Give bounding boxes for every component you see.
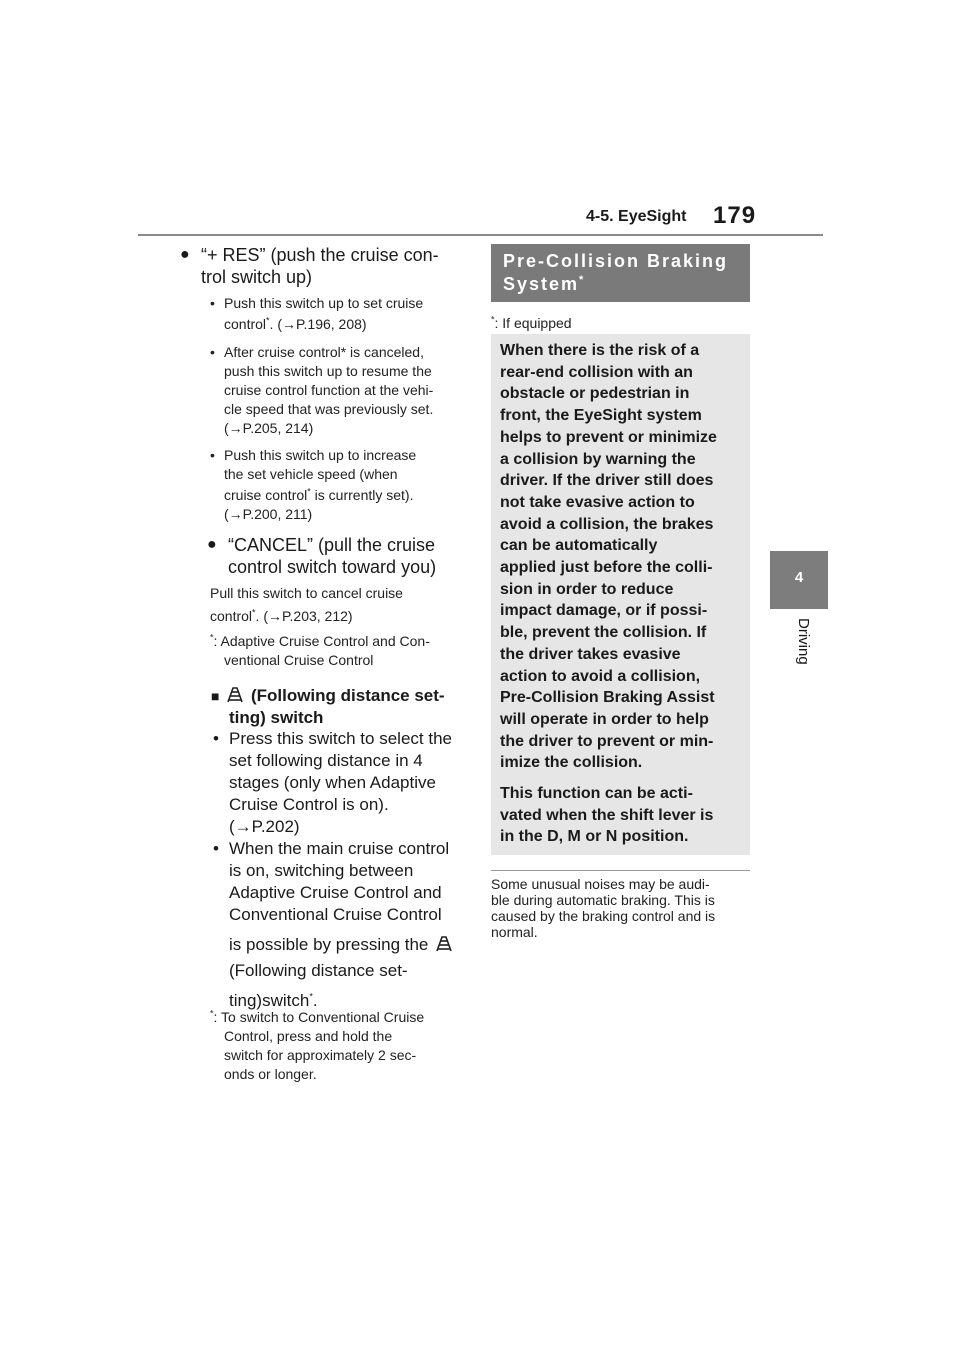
bullet-icon: • xyxy=(210,295,215,311)
page-number: 179 xyxy=(713,202,757,229)
following-distance-heading xyxy=(211,685,445,729)
pcb-heading-box xyxy=(491,244,750,302)
footnote-2 xyxy=(210,1008,424,1084)
page-reference[interactable]: P.200, 211) xyxy=(242,506,313,522)
text-line: System* xyxy=(503,274,586,294)
text-line: Push this switch up to increase xyxy=(224,447,417,463)
chapter-tab[interactable] xyxy=(770,551,828,609)
footnote-1 xyxy=(210,632,430,670)
text-line: Push this switch up to set cruise xyxy=(224,295,424,311)
bullet-icon: • xyxy=(213,839,219,858)
text-line: ventional Cruise Control xyxy=(224,652,374,668)
page-reference[interactable]: P.203, 212) xyxy=(282,608,353,624)
text-line: ting)switch*. xyxy=(229,991,318,1010)
cancel-heading xyxy=(207,534,437,578)
following-distance-icon xyxy=(224,686,246,704)
text-line: control*. (→P.196, 208) xyxy=(224,315,367,332)
text-line: is possible by pressing the xyxy=(229,934,455,956)
text-line: (→P.205, 214) xyxy=(224,420,314,436)
text-line: the set vehicle speed (when xyxy=(224,466,398,482)
arrow-icon: → xyxy=(228,506,243,522)
text-line: *: Adaptive Cruise Control and Con- xyxy=(210,632,430,649)
text-line: is on, switching between xyxy=(229,861,414,880)
text-line: (Following distance set- xyxy=(229,961,408,980)
arrow-icon: → xyxy=(228,420,243,436)
bullet-icon: • xyxy=(213,729,219,748)
arrow-icon: → xyxy=(282,316,296,332)
text-line: cle speed that was previously set. xyxy=(224,401,434,417)
text-line: set following distance in 4 xyxy=(229,751,423,770)
cancel-heading-line: “CANCEL” (pull the cruise xyxy=(228,535,436,555)
text-line: (→P.202) xyxy=(229,817,300,836)
chapter-label xyxy=(792,618,812,698)
circle-bullet-icon: ● xyxy=(180,246,190,263)
chapter-label-text: Driving xyxy=(795,618,812,665)
arrow-icon: → xyxy=(268,608,282,624)
text-line: Pre-Collision Braking xyxy=(503,251,729,271)
page-reference[interactable]: P.202) xyxy=(251,817,300,836)
res-heading xyxy=(180,244,439,288)
note-divider xyxy=(491,870,750,871)
text-line: Pull this switch to cancel cruise xyxy=(210,585,403,601)
header-divider xyxy=(138,234,823,236)
bullet-icon: • xyxy=(210,344,215,360)
section-title: 4-5. EyeSight xyxy=(586,208,687,225)
pcb-description: When there is the risk of a rear-end collision with an obstacle or pedestrian in front, the EyeSight system helps to prevent or minimize a collision by warning the driver. If the driver still does not take evasive action to avoid a collision, the brakes can be automatically applied just before the colli- sion in order to reduce impact damage, or if possi- ble, prevent the collision. If the driver takes evasive action to avoid a collision, Pre-Collision Braking Assist will operate in order to help the driver to prevent or min- imize the collision. xyxy=(500,342,717,772)
text-line: Cruise Control is on). xyxy=(229,795,389,814)
cancel-heading-line: control switch toward you) xyxy=(228,557,437,577)
pcb-description-box xyxy=(491,334,750,855)
page-reference[interactable]: P.196, 208) xyxy=(296,316,367,332)
text-line: Control, press and hold the xyxy=(224,1028,393,1044)
fd-bullet-1 xyxy=(213,728,452,838)
res-heading-line: trol switch up) xyxy=(201,267,313,287)
cancel-text xyxy=(210,584,403,626)
text-line: *: To switch to Conventional Cruise xyxy=(210,1008,425,1025)
square-bullet-icon: ■ xyxy=(211,688,220,704)
text-line: stages (only when Adaptive xyxy=(229,773,436,792)
text-line: Adaptive Cruise Control and xyxy=(229,883,442,902)
res-bullet-1 xyxy=(210,294,424,334)
text-line: Press this switch to select the xyxy=(229,729,452,748)
text-line: (→P.200, 211) xyxy=(224,506,313,522)
res-bullet-3 xyxy=(210,446,417,524)
fd-bullet-2 xyxy=(213,838,455,1012)
text-line: cruise control* is currently set). xyxy=(224,486,414,503)
text-line: After cruise control* is canceled, xyxy=(224,344,424,360)
braking-noise-note: Some unusual noises may be audi- ble during automatic braking. This is caused by the braking control and is normal. xyxy=(491,876,716,940)
page-reference[interactable]: P.205, 214) xyxy=(242,420,314,436)
bullet-icon: • xyxy=(210,447,215,463)
res-bullet-2 xyxy=(210,343,434,438)
pcb-activation-condition: This function can be acti- vated when the shift lever is in the D, M or N position. xyxy=(500,785,714,846)
pcb-heading xyxy=(503,250,728,296)
text-line: ting) switch xyxy=(229,708,324,727)
following-distance-icon xyxy=(433,935,455,953)
text-line: push this switch up to resume the xyxy=(224,363,432,379)
if-equipped-note: *: If equipped xyxy=(491,314,572,331)
res-heading-line: “+ RES” (push the cruise con- xyxy=(201,245,439,265)
text-line: ■ (Following distance set- xyxy=(211,686,445,705)
text-line: onds or longer. xyxy=(224,1066,317,1082)
text-line: cruise control function at the vehi- xyxy=(224,382,434,398)
text-line: When the main cruise control xyxy=(229,839,450,858)
text-line: control*. (→P.203, 212) xyxy=(210,607,353,624)
arrow-icon: → xyxy=(234,817,252,836)
circle-bullet-icon: ● xyxy=(207,536,217,553)
text-line: switch for approximately 2 sec- xyxy=(224,1047,417,1063)
chapter-number: 4 xyxy=(794,569,804,586)
text-line: Conventional Cruise Control xyxy=(229,905,442,924)
